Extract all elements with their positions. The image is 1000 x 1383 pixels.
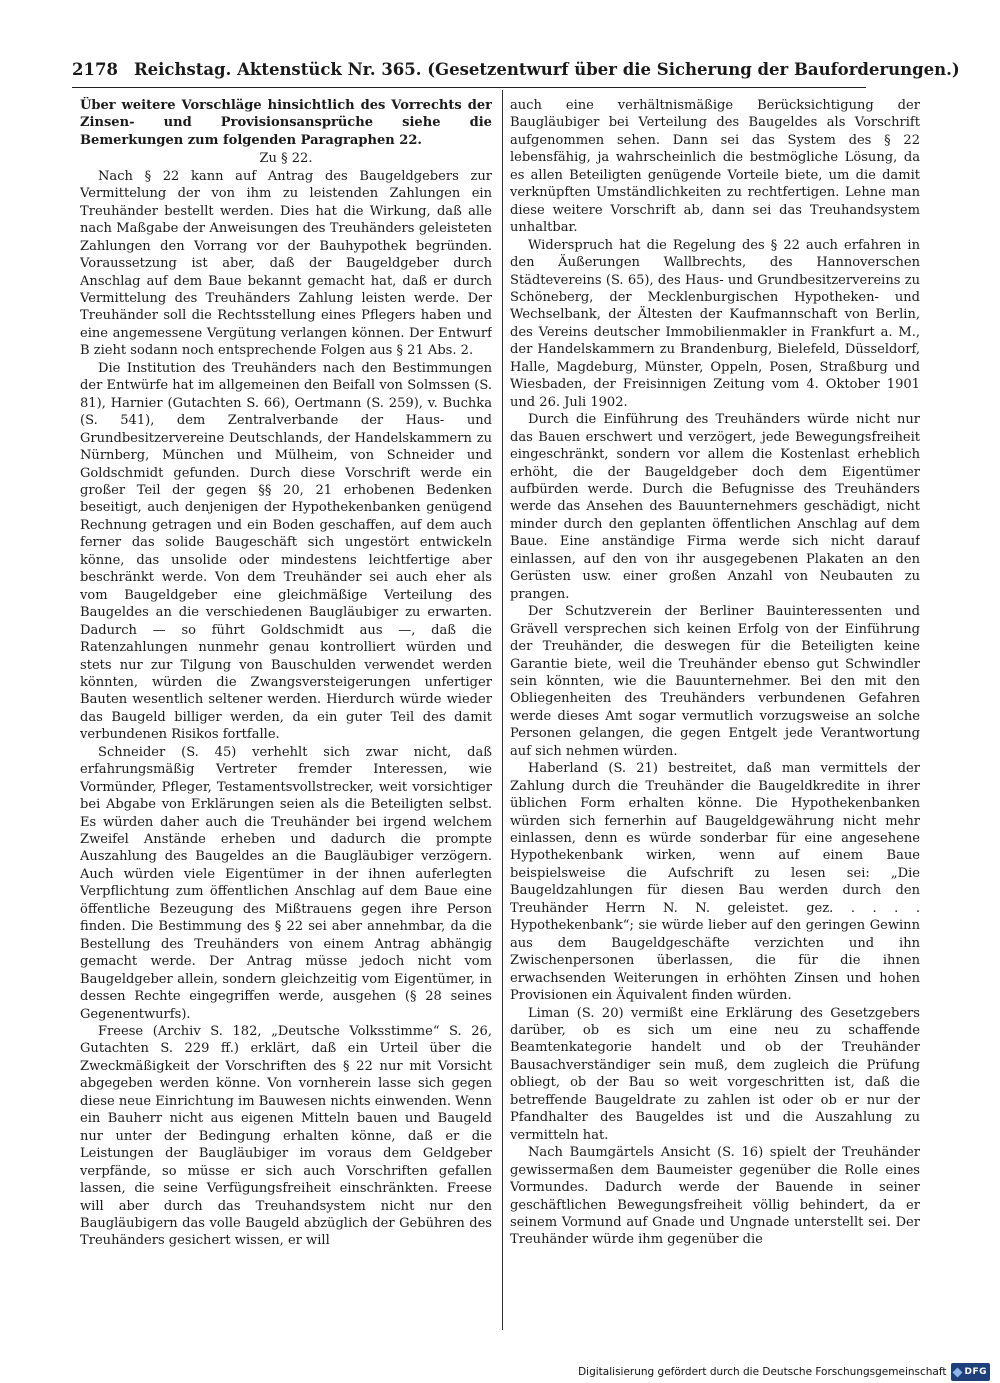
intro-paragraph: Über weitere Vorschläge hinsichtlich des Vorrechts der Zinsen- und Provisionsansprüche siehe die Bemerkungen zum folgenden Paragraphen 22. (80, 98, 492, 148)
paragraph: Freese (Archiv S. 182, „Deutsche Volksstimme“ S. 26, Gutachten S. 229 ff.) erklärt, daß ein Urteil über die Zweckmäßigkeit der Vorschriften des § 22 nur mit Vorsicht abgegeben werden könne. Von vornherein lasse sich gegen diese neue Einrichtung im Bauwesen nichts einwenden. Wenn ein Bauherr nicht aus eigenen Mitteln bauen und Baugeld nur unter der Bedingung erhalten könne, daß er die Leistungen der Baugläubiger im voraus dem Geldgeber verpfände, so müsse er sich auch Vorschriften gefallen lassen, die seine Verfügungsfreiheit einschränkten. Freese will aber durch das Treuhandsystem nicht nur den Baugläubigern das volle Baugeld abzüglich der Gebühren des Treuhänders gesichert wissen, er will (80, 1024, 492, 1249)
paragraph: auch eine verhältnismäßige Berücksichtigung der Baugläubiger bei Verteilung des Baugeldes als Vorschrift aufgenommen sehen. Dann sei das System des § 22 lebensfähig, ja wahrscheinlich die bestmögliche Lösung, da es allen Beteiligten genügende Vorteile biete, um die damit verknüpften Umständlichkeiten zu rechtfertigen. Lehne man diese weitere Vorschrift ab, dann sei das Treuhandsystem unhaltbar. (510, 98, 920, 236)
paragraph: Nach § 22 kann auf Antrag des Baugeldgebers zur Vermittelung der von ihm zu leistenden Zahlungen ein Treuhänder bestellt werden. Dies hat die Wirkung, daß alle nach Maßgabe der Anweisungen des Treuhänders geleisteten Zahlungen den Vorrang vor der Bauhypothek begründen. Voraussetzung ist aber, daß der Baugeldgeber durch Anschlag auf dem Baue bekannt gemacht hat, daß er durch Vermittelung des Treuhänders Zahlung leisten werde. Der Treuhänder soll die Rechtsstellung eines Pflegers haben und eine angemessene Vergütung verlangen können. Der Entwurf B zieht sodann noch entsprechende Folgen aus § 21 Abs. 2. (80, 168, 492, 359)
footer-text: Digitalisierung gefördert durch die Deutsche Forschungsgemeinschaft (578, 1366, 947, 1378)
logo-text: DFG (964, 1367, 987, 1377)
left-column (80, 97, 492, 1337)
page-number: 2178 (72, 60, 118, 79)
funding-footer (580, 1364, 990, 1380)
paragraph: Haberland (S. 21) bestreitet, daß man vermittels der Zahlung durch die Treuhänder die Baugeldkredite in ihrer üblichen Form erhalten könne. Die Hypothekenbanken würden sich fernerhin auf Baugeldgewährung nicht mehr einlassen, denn es würde sonderbar für eine angesehene Hypothekenbank wirken, wenn auf einem Baue beispielsweise die Aufschrift zu lesen sei: „Die Baugeldzahlungen für diesen Bau werden durch den Treuhänder Herrn N. N. geleistet. gez. . . . . Hypothekenbank“; sie würde lieber auf den geringen Gewinn aus dem Baugeldgeschäfte verzichten und ihn Zwischenpersonen überlassen, die für die ihnen erwachsenden Weiterungen in erhöhten Zinsen und hohen Provisionen ein Äquivalent finden würden. (510, 761, 920, 1004)
right-column (510, 97, 920, 1337)
paragraph: Die Institution des Treuhänders nach den Bestimmungen der Entwürfe hat im allgemeinen den Beifall von Solmssen (S. 81), Harnier (Gutachten S. 66), Oertmann (S. 259), v. Buchka (S. 541), dem Zentralverbande der Haus- und Grundbesitzervereine Deutschlands, der Handelskammern zu Nürnberg, München und Mülheim, von Schneider und Goldschmidt gefunden. Durch diese Vorschrift werde ein großer Teil der gegen §§ 20, 21 erhobenen Bedenken beseitigt, auch denjenigen der Hypothekenbanken genügend Rechnung getragen und ein Boden geschaffen, auf dem auch ferner das solide Baugeschäft sich ungestört entwickeln könne, das unsolide oder mindestens leichtfertige aber beschränkt werde. Von dem Treuhänder sei auch eher als vom Baugeldgeber eine gleichmäßige Verteilung des Baugeldes an die verschiedenen Baugläubiger zu erwarten. Dadurch — so führt Goldschmidt aus —, daß die Ratenzahlungen nunmehr genau kontrolliert würden und stets nur zur Tilgung von Bauschulden verwendet werden könnten, würden die Zwangsversteigerungen unfertiger Bauten wesentlich seltener werden. Hierdurch würde wieder das Baugeld billiger werden, da ein guter Teil des damit verbundenen Risikos fortfalle. (80, 360, 492, 743)
paragraph: Nach Baumgärtels Ansicht (S. 16) spielt der Treuhänder gewissermaßen dem Baumeister gegenüber die Rolle eines Vormundes. Dadurch werde der Bauende in seiner geschäftlichen Bewegungsfreiheit völlig behindert, da er seinem Vormund auf Gnade und Ungnade unterstellt sei. Der Treuhänder würde ihm gegenüber die (510, 1145, 920, 1248)
logo-mark (953, 1367, 963, 1377)
paragraph: Durch die Einführung des Treuhänders würde nicht nur das Bauen erschwert und verzögert, jede Bewegungsfreiheit eingeschränkt, sondern vor allem die Kostenlast erheblich erhöht, die der Baugeldgeber doch dem Eigentümer aufbürden werde. Durch die Befugnisse des Treuhänders werde das Ansehen des Bauunternehmers geschädigt, nicht minder durch den geplanten öffentlichen Anschlag auf dem Baue. Eine anständige Firma werde sich nicht darauf einlassen, auf den von ihr ausgegebenen Plakaten an den Gerüsten usw. einer großen Anzahl von Neubauten zu prangen. (510, 412, 920, 602)
paragraph: Schneider (S. 45) verhehlt sich zwar nicht, daß erfahrungsmäßig Vertreter fremder Interessen, wie Vormünder, Pfleger, Testamentsvollstrecker, weit vorsichtiger bei Abgabe von Erklärungen seien als die Beteiligten selbst. Es würden daher auch die Treuhänder bei irgend welchem Zweifel Anstände erheben und dadurch die prompte Auszahlung des Baugeldes an die Baugläubiger verzögern. Auch würden viele Eigentümer in der ihnen auferlegten Verpflichtung zum öffentlichen Anschlag auf dem Baue eine öffentliche Bezeugung des Mißtrauens gegen ihre Person finden. Die Bestimmung des § 22 sei aber annehmbar, da die Bestellung des Treuhänders von einem Antrag abhängig gemacht werde. Der Antrag müsse jedoch nicht vom Baugeldgeber allein, sondern gleichzeitig vom Eigentümer, in dessen Rechte eingegriffen werde, ausgehen (§ 28 seines Gegenentwurfs). (80, 744, 492, 1022)
paragraph: Der Schutzverein der Berliner Bauinteressenten und Grävell versprechen sich keinen Erfolg von der Einführung der Treuhänder, die deswegen für die Beteiligten keine Garantie biete, weil die Treuhänder ebenso gut Schwindler sein könnten, wie die Bauunternehmer. Bei den mit den Obliegenheiten des Treuhänders verbundenen Gefahren werde dieses Amt sogar vermutlich vorzugsweise an solche Personen gelangen, die gegen Entgelt jede Verantwortung auf sich nehmen würden. (510, 604, 920, 759)
column-divider (502, 90, 503, 1330)
page-header (72, 60, 960, 86)
paragraph: Liman (S. 20) vermißt eine Erklärung des Gesetzgebers darüber, ob es sich um eine neu zu schaffende Beamtenkategorie handelt und ob der Treuhänder Bausachverständiger sein muß, dem zugleich die Prüfung obliegt, ob der Bau so weit vorgeschritten ist, daß die betreffende Baugeldrate zu zahlen ist oder ob er nur der Pfandhalter des Baugeldes ist und die Auszahlung zu vermitteln hat. (510, 1005, 920, 1143)
header-rule (72, 87, 866, 88)
dfg-logo-icon (951, 1363, 990, 1381)
running-title: Reichstag. Aktenstück Nr. 365. (Gesetzentwurf über die Sicherung der Bauforderungen.) (133, 60, 960, 79)
section-heading: Zu § 22. (259, 151, 313, 167)
paragraph: Widerspruch hat die Regelung des § 22 auch erfahren in den Äußerungen Wallbrechts, des Hannoverschen Städtevereins (S. 65), des Haus- und Grundbesitzervereins zu Schöneberg, der Mecklenburgischen Hypotheken- und Wechselbank, der Ältesten der Kaufmannschaft von Berlin, des Vereins deutscher Immobilienmakler in Frankfurt a. M., der Handelskammern zu Brandenburg, Bielefeld, Düsseldorf, Halle, Magdeburg, Münster, Oppeln, Posen, Straßburg und Wiesbaden, der Freisinnigen Zeitung vom 4. Oktober 1901 und 26. Juli 1902. (510, 237, 920, 410)
